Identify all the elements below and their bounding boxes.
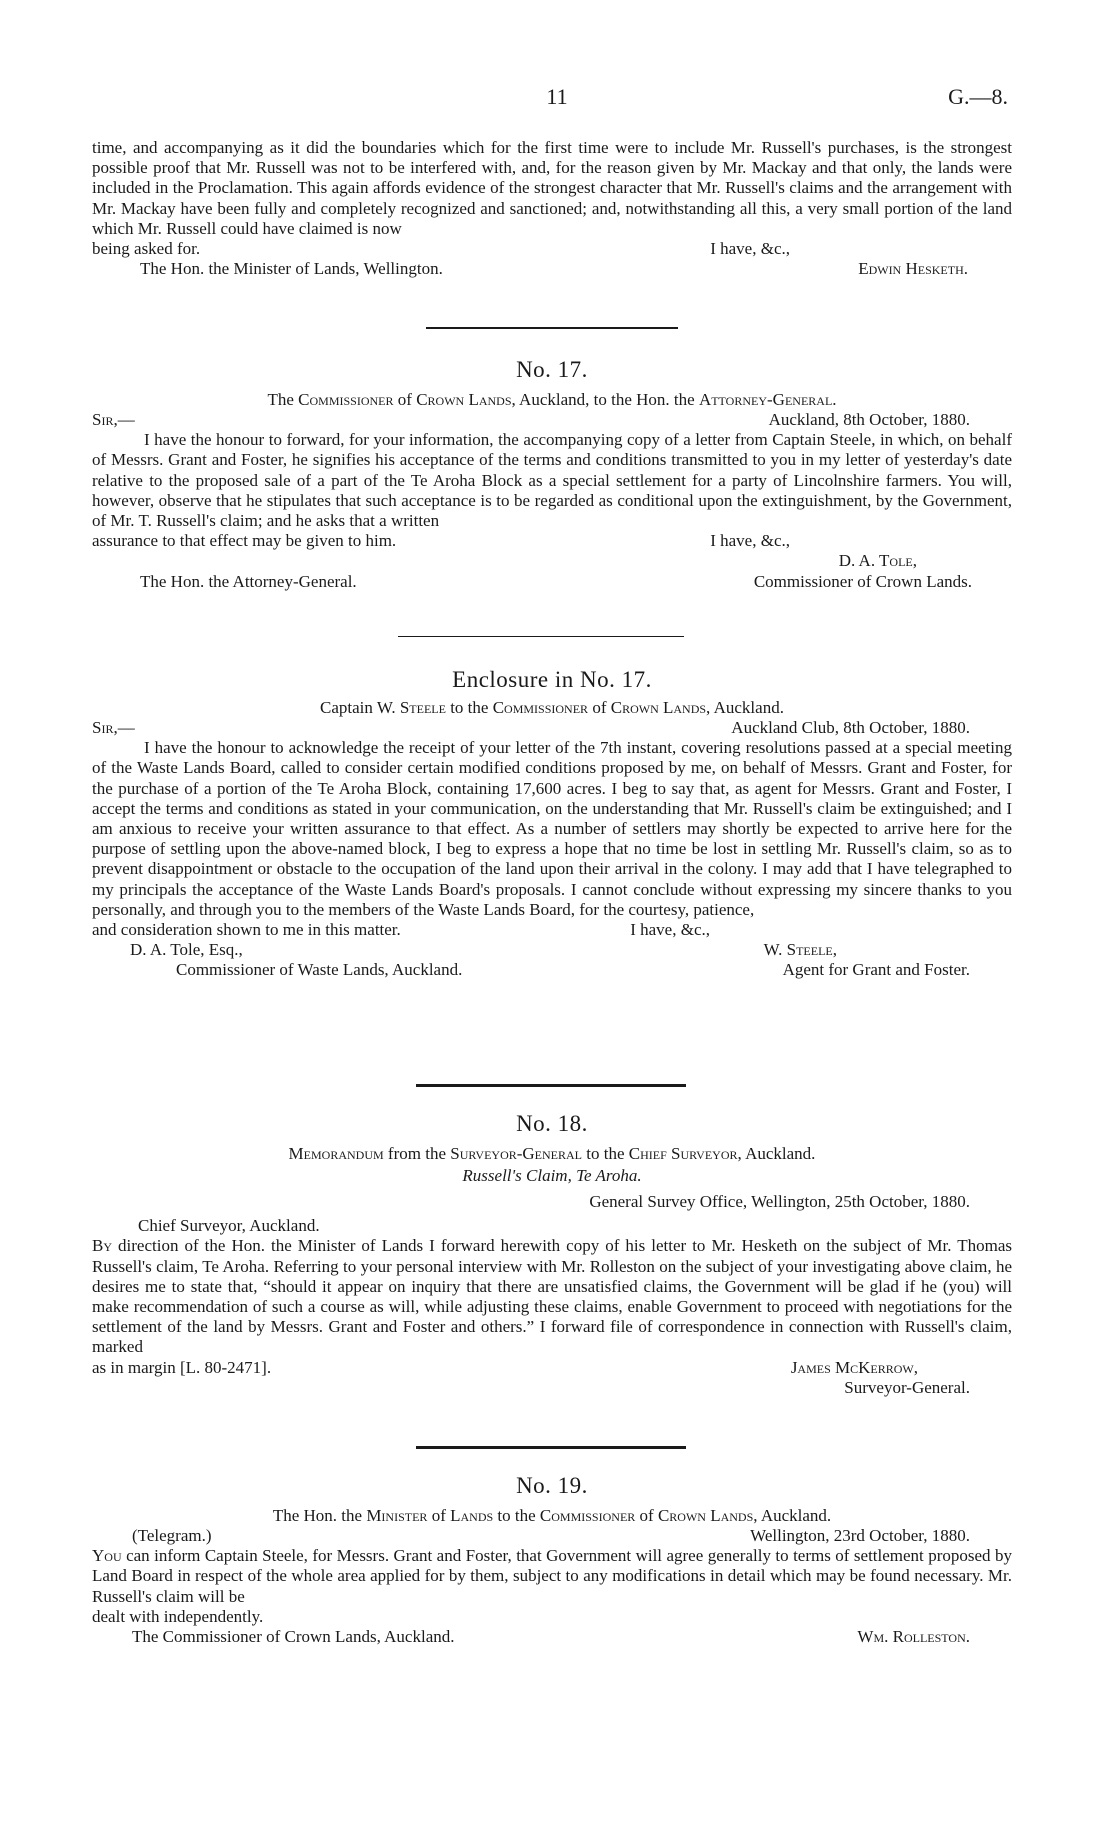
s16-signature: Edwin Hesketh. — [858, 259, 968, 279]
s17-last-text: assurance to that effect may be given to him. — [92, 531, 397, 551]
s17-body: I have the honour to forward, for your information, the accompanying copy of a letter from Captain Steele, in which, on behalf of Messrs. Grant and Foster, he signifies his acceptance of the terms and conditions transmitted to you in my letter of yesterday's date relative to the proposed sale of a part of the Te Aroha Block as a special settlement for a party of Lincolnshire farmers. You will, however, observe that he stipulates that such acceptance is to be regarded as conditional upon the extinguishment, by the Government, of Mr. T. Russell's claim; and he asks that a written — [92, 430, 1012, 530]
s16-closing: I have, &c., — [710, 239, 790, 259]
enc17-addressee1: D. A. Tole, Esq., — [130, 940, 243, 960]
s18-to: Chief Surveyor, Auckland. — [138, 1216, 320, 1236]
s17-title: Commissioner of Crown Lands. — [753, 571, 972, 591]
enc17-number: Enclosure in No. 17. — [452, 667, 652, 692]
page-number: 11 — [546, 84, 568, 109]
section-divider — [426, 327, 678, 329]
s17-number: No. 17. — [516, 357, 588, 382]
s18-subheading — [92, 1144, 1012, 1164]
s18-sub-a: Memorandum — [288, 1144, 384, 1163]
s17-sub-c: Attorney-General — [698, 390, 833, 409]
s18-body: direction of the Hon. the Minister of Lands I forward herewith copy of his letter to Mr. Hesketh on the subject of Mr. Thomas Russell's claim, Te Aroha. Referring to your personal interview with Mr. Rolleston on the subject of your investigating above claim, he desires me to state that, “should it appear on inquiry that there are unsatisfied claims, the Government will be glad if he (you) will make recommendation of such a course as will, while adjusting these claims, enable Government to proceed with negotiations for the settlement of the land by Messrs. Grant and Foster and others.” I forward file of correspondence in connection with Russell's claim, marked — [92, 1236, 1013, 1357]
enc17-subheading — [92, 698, 1012, 718]
enc17-sub-b: Commissioner — [492, 698, 589, 717]
s19-signature: Wm. Rolleston. — [857, 1626, 970, 1646]
s19-subheading — [92, 1506, 1012, 1526]
s19-sub-mid1: of — [431, 1506, 446, 1525]
s17-sign-title-line — [92, 572, 1012, 592]
s16-sign-line — [92, 259, 1012, 279]
s17-salutation: Sir,— — [92, 410, 135, 429]
enc17-body: I have the honour to acknowledge the receipt of your letter of the 7th instant, covering resolutions passed at a special meeting of the Waste Lands Board, called to consider certain modified conditions proposed by me, on behalf of Messrs. Grant and Foster, for the purchase of a portion of the Te Aroha Block, containing 17,600 acres. I beg to say that, as agent for Messrs. Grant and Foster, I accept the terms and conditions as stated in your communication, on the understanding that Mr. Russell's claim be extinguished; and I am anxious to receive your written assurance to that effect. As a number of settlers may shortly be expected to arrive here for the purpose of settling upon the above-named block, I beg to express a hope that no time be lost in settling Mr. Russell's claim, so as to prevent disappointment or obstacle to the occupation of the land upon their arrival in the colony. I may add that I have telegraphed to my principals the acceptance of the Waste Lands Board's proposals. I cannot conclude without expressing my sincere thanks to you personally, and through you to the members of the Waste Lands Board, for the courtesy, patience, — [92, 738, 1012, 919]
section-divider — [398, 636, 684, 637]
enc17-sub-mid: to the — [450, 698, 489, 717]
s19-type: (Telegram.) — [132, 1526, 212, 1545]
s17-salutation-line — [92, 410, 1012, 430]
s18-body-paragraph — [92, 1236, 1012, 1357]
s19-dateline: Wellington, 23rd October, 1880. — [750, 1526, 970, 1545]
s19-sign-line — [92, 1627, 1012, 1647]
s19-body: can inform Captain Steele, for Messrs. Grant and Foster, that Government will agree generally to terms of settlement proposed by Land Board in respect of the whole area applied for by them, subject to any modifications in detail which may be found necessary. Mr. Russell's claim will be — [92, 1546, 1012, 1606]
s18-sub-b: Surveyor-General — [450, 1144, 583, 1163]
s17-signature: D. A. Tole, — [838, 551, 917, 571]
enc17-sub-c: Crown Lands — [610, 698, 707, 717]
enc17-salutation-line — [92, 718, 1012, 738]
enclosure-17 — [92, 666, 1012, 981]
s18-sub-mid1: from the — [387, 1144, 446, 1163]
s18-sub-c: Chief Surveyor — [628, 1144, 738, 1163]
s19-addressee: The Commissioner of Crown Lands, Auckland. — [132, 1626, 455, 1646]
s18-title: Surveyor-General. — [844, 1377, 970, 1397]
section-divider — [416, 1446, 686, 1449]
enc17-addressee2: Commissioner of Waste Lands, Auckland. — [176, 960, 463, 980]
section-18 — [92, 1110, 1012, 1398]
s17-sub-a: Commissioner — [298, 390, 394, 409]
enc17-last-text: and consideration shown to me in this matter. — [92, 920, 401, 940]
s17-closing: I have, &c., — [710, 531, 790, 551]
s18-sub-end: , Auckland. — [737, 1144, 816, 1163]
s19-sub-mid2: to the — [497, 1506, 536, 1525]
s19-sub-c: Commissioner — [539, 1506, 636, 1525]
enc17-sub-pre: Captain W. — [320, 698, 396, 717]
s17-sub-pre: The — [267, 390, 294, 409]
s19-number: No. 19. — [516, 1473, 588, 1498]
enc17-sub-end: , Auckland. — [706, 698, 784, 717]
s18-last-text: as in margin [L. 80-2471]. — [92, 1357, 272, 1377]
s17-subheading — [92, 390, 1012, 410]
enc17-last-line — [92, 920, 1012, 940]
s19-body-paragraph — [92, 1546, 1012, 1607]
section-17 — [92, 356, 1012, 592]
s18-dateline: General Survey Office, Wellington, 25th October, 1880. — [589, 1192, 970, 1211]
s17-sign-name-line — [92, 551, 1012, 571]
s16-last-line — [92, 239, 1012, 259]
section-16-continuation — [92, 138, 1012, 279]
s19-sub-mid3: of — [639, 1506, 654, 1525]
enc17-signature: W. Steele, — [763, 940, 837, 960]
s17-addressee: The Hon. the Attorney-General. — [140, 571, 357, 591]
section-19 — [92, 1472, 1012, 1647]
s17-sub-mid1: of — [397, 390, 412, 409]
s18-to-line — [92, 1216, 1012, 1236]
document-reference: G.—8. — [948, 84, 1008, 109]
s18-number: No. 18. — [516, 1111, 588, 1136]
s19-sub-a: Minister — [366, 1506, 428, 1525]
s17-sub-b: Crown Lands — [416, 390, 512, 409]
s18-sub-mid2: to the — [586, 1144, 625, 1163]
s19-sub-b: Lands — [450, 1506, 494, 1525]
s18-dateline-line — [92, 1192, 1012, 1212]
s17-dateline: Auckland, 8th October, 1880. — [768, 410, 970, 429]
s17-last-line — [92, 531, 1012, 551]
s18-body-first: By — [92, 1236, 113, 1256]
enc17-salutation: Sir,— — [92, 718, 135, 737]
s19-sub-end: , Auckland. — [753, 1506, 832, 1525]
s18-signature: James McKerrow, — [790, 1357, 918, 1377]
s18-subject: Russell's Claim, Te Aroha. — [462, 1166, 642, 1185]
enc17-sub-a: Steele — [399, 698, 446, 717]
s19-body-first: You — [92, 1546, 122, 1566]
s17-sub-mid2: , Auckland, to the Hon. the — [511, 390, 695, 409]
s16-last-text: being asked for. — [92, 239, 201, 259]
enc17-title: Agent for Grant and Foster. — [782, 960, 970, 980]
s16-addressee: The Hon. the Minister of Lands, Wellington. — [140, 259, 443, 279]
s16-body: time, and accompanying as it did the boundaries which for the first time were to include Mr. Russell's purchases, is the strongest possible proof that Mr. Russell was not to be interfered with, and, for the reason given by Mr. Mackay and that only, the lands were included in the Proclamation. This again affords evidence of the strongest character that Mr. Russell's claims and the arrangement with Mr. Mackay have been fully and completely recognized and sanctioned; and, notwithstanding all this, a very small portion of the land which Mr. Russell could have claimed is now — [92, 138, 1012, 238]
enc17-dateline: Auckland Club, 8th October, 1880. — [731, 718, 970, 737]
s19-type-line — [92, 1526, 1012, 1546]
s19-last-text: dealt with independently. — [92, 1606, 264, 1626]
s17-sub-end: . — [832, 390, 837, 409]
section-divider — [416, 1084, 686, 1087]
s19-sub-d: Crown Lands — [657, 1506, 754, 1525]
s19-sub-pre: The Hon. the — [272, 1506, 363, 1525]
s18-title-line — [92, 1378, 1012, 1398]
enc17-sign-title-line — [92, 960, 1012, 980]
enc17-sub-mid2: of — [592, 698, 607, 717]
page-header — [92, 84, 1022, 114]
s19-last-line — [92, 1607, 1012, 1627]
enc17-closing: I have, &c., — [630, 920, 710, 940]
enc17-sign-name-line — [92, 940, 1012, 960]
s18-last-line — [92, 1358, 1012, 1378]
